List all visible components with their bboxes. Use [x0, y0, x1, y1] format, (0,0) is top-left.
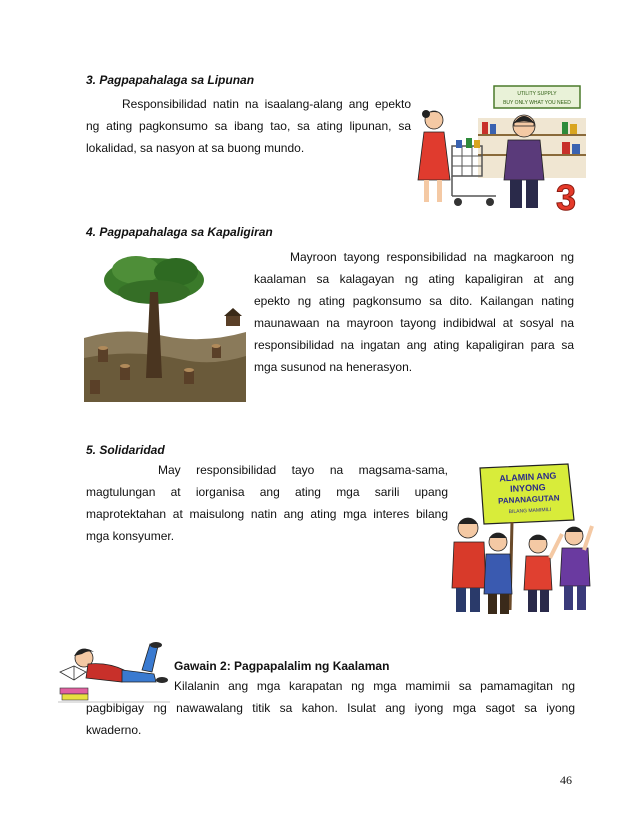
- sign-line-1: UTILITY SUPPLY: [517, 91, 557, 97]
- badge-number-3: 3: [555, 177, 577, 216]
- sign-line-2: BUY ONLY WHAT YOU NEED: [503, 100, 571, 106]
- rally-sign-line-2: INYONG: [509, 482, 546, 494]
- rally-sign-line-1: ALAMIN ANG: [499, 470, 557, 484]
- consumer-rally-illustration: [450, 460, 596, 618]
- shopping-illustration: [412, 80, 588, 216]
- section-3-line-1: Responsibilidad natin na isaalang-alang ang epekto: [122, 97, 411, 111]
- section-5-line-1: May responsibilidad tayo na magsama-sama,: [158, 463, 448, 477]
- section-4-line-1: Mayroon tayong responsibilidad na magkaroon ng: [290, 250, 574, 264]
- gawain-line-2: pagbibigay ng nawawalang titik sa kahon. Isulat ang iyong mga sagot sa iyong: [86, 701, 575, 715]
- section-4-line-5: responsibilidad na ingatan ang ating kapaligiran para sa: [254, 338, 574, 352]
- section-5-line-4: mga konsyumer.: [86, 529, 175, 543]
- section-5-line-3: maprotektahan at maisulong natin ang ating mga interes bilang: [86, 507, 448, 521]
- section-4-line-2: kaalaman sa kalagayan ng ating kapaligiran at ang: [254, 272, 574, 286]
- section-4-line-3: epekto ng ating pagkonsumo sa dito. Kailangan nating: [254, 294, 574, 308]
- deforestation-illustration: [84, 248, 246, 402]
- gawain-line-3: kwaderno.: [86, 723, 142, 737]
- rally-sign-line-4: BILANG MAMIMILI: [508, 506, 552, 516]
- gawain-paragraph: [86, 675, 575, 741]
- page-number: 46: [560, 773, 572, 787]
- section-3-line-3: lokalidad, sa nasyon at sa buong mundo.: [86, 141, 305, 155]
- section-3-paragraph: [86, 93, 411, 159]
- section-3-heading: 3. Pagpapahalaga sa Lipunan: [86, 73, 255, 87]
- gawain-line-1: Kilalanin ang mga karapatan ng mga mamimii sa pamamagitan ng: [174, 679, 575, 693]
- gawain-title: Gawain 2: Pagpapalalim ng Kaalaman: [174, 659, 390, 673]
- section-4-line-4: maunawaan na mayroon tayong indibidwal at sosyal na: [254, 316, 574, 330]
- rally-sign-line-3: PANANAGUTAN: [497, 493, 560, 506]
- section-4-paragraph: [254, 246, 574, 378]
- section-4-heading: 4. Pagpapahalaga sa Kapaligiran: [86, 225, 273, 239]
- section-5-line-2: magtulungan at iorganisa ang ating mga sarili upang: [86, 485, 448, 499]
- section-5-paragraph: [86, 459, 448, 547]
- section-5-heading: 5. Solidaridad: [86, 443, 165, 457]
- section-4-line-6: mga susunod na henerasyon.: [254, 360, 413, 374]
- section-3-line-2: ng ating pagkonsumo sa ibang tao, sa ating lipunan, sa: [86, 119, 411, 133]
